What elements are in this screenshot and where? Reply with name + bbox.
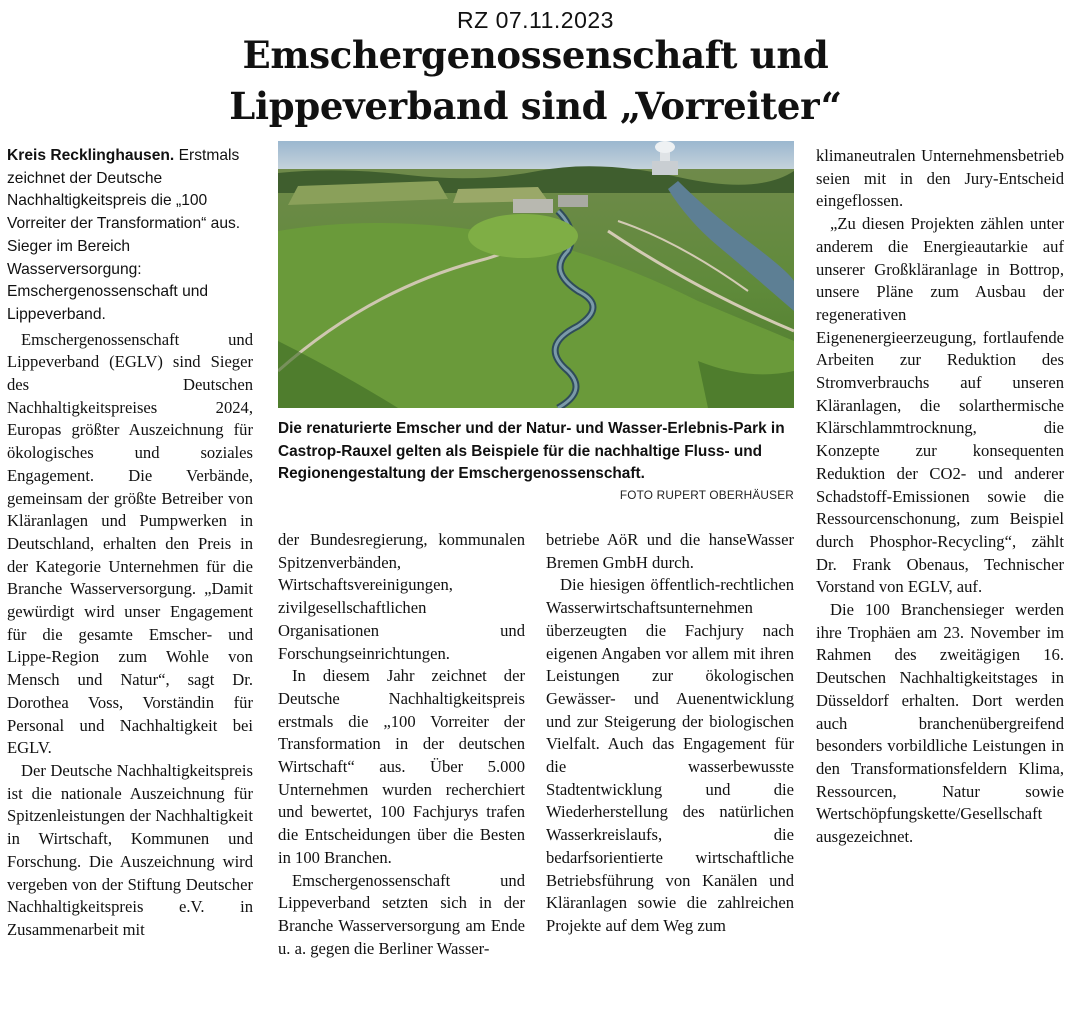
body-paragraph: klimaneutralen Unternehmensbetrieb seien mit in den Jury-Entscheid eingeflossen. xyxy=(816,146,1064,211)
photo-credit: FOTO RUPERT OBERHÄUSER xyxy=(619,488,794,502)
headline xyxy=(0,30,1071,132)
column-2 xyxy=(278,529,525,960)
aerial-landscape-image xyxy=(278,141,794,408)
lead-text: Erstmals zeichnet der Deutsche Nachhaltigkeitspreis die „100 Vorreiter der Transformation“ aus. Sieger im Bereich Wasserversorgung: Emschergenossenschaft und Lippeverband. xyxy=(7,147,241,323)
column-4 xyxy=(816,145,1064,849)
body-paragraph: betriebe AöR und die hanseWasser Bremen GmbH durch. xyxy=(546,530,794,572)
column-3 xyxy=(546,529,794,938)
photo-caption: Die renaturierte Emscher und der Natur- und Wasser-Erlebnis-Park in Castrop-Rauxel gelten als Beispiele für die nachhaltige Fluss- und Regionengestaltung der Emschergenossenschaft. xyxy=(278,420,785,482)
body-paragraph: Der Deutsche Nachhaltigkeitspreis ist die nationale Auszeichnung für Spitzenleistungen der Nachhaltigkeit in Wirtschaft, Kommunen und Forschung. Die Auszeichnung wird vergeben von der Stiftung Deutscher Nachhaltigkeitspreis e.V. in Zusammenarbeit mit xyxy=(7,760,253,939)
body-paragraph: der Bundesregierung, kommunalen Spitzenverbänden, Wirtschaftsvereinigungen, zivilgesellschaftlichen Organisationen und Forschungseinrichtungen. xyxy=(278,530,525,663)
article-photo xyxy=(278,141,794,408)
body-paragraph: Emschergenossenschaft und Lippeverband setzten sich in der Branche Wasserversorgung am Ende u. a. gegen die Berliner Wasser- xyxy=(278,870,525,958)
headline-line-2: Lippeverband sind „Vorreiter“ xyxy=(229,84,842,128)
body-paragraph: Die 100 Branchensieger werden ihre Trophäen am 23. November im Rahmen des zweitägigen 16. Deutschen Nachhaltigkeitstages in Düsseldorf erhalten. Dort werden auch branchenübergreifend besonders vorbildliche Leistungen in den Transformationsfeldern Klima, Ressourcen, Natur sowie Wertschöpfungskette/Gesellschaft ausgezeichnet. xyxy=(816,600,1064,847)
lead-place: Kreis Recklinghausen. xyxy=(7,147,175,164)
lead-paragraph xyxy=(7,145,253,327)
body-paragraph: In diesem Jahr zeichnet der Deutsche Nachhaltigkeitspreis erstmals die „100 Vorreiter der Transformation in der deutschen Wirtschaft“ aus. Über 5.000 Unternehmen wurden recherchiert und bewertet, 100 Fachjurys trafen die Entscheidungen über die Besten in 100 Branchen. xyxy=(278,666,525,867)
body-paragraph: „Zu diesen Projekten zählen unter anderem die Energieautarkie auf unserer Großkläranlage in Bottrop, unsere Pläne zum Ausbau der regenerativen Eigenenergieerzeugung, fortlaufende Arbeiten zur Reduktion des Stromverbrauchs auf unseren Kläranlagen, die solarthermische Klärschlammtrocknung, die Konzepte zur konsequenten Reduktion der CO2- und anderer Schadstoff-Emissionen sowie die Ressourcenschonung, zum Beispiel durch Phosphor-Recycling“, zählt Dr. Frank Obenaus, Technischer Vorstand von EGLV, auf. xyxy=(816,214,1064,597)
body-paragraph: Emschergenossenschaft und Lippeverband (EGLV) sind Sieger des Deutschen Nachhaltigkeitspreises 2024, Europas größter Auszeichnung für ökologisches und soziales Engagement. Die Verbände, gemeinsam der größte Betreiber von Kläranlagen und Pumpwerken in Deutschland, erhalten den Preis in der Kategorie Unternehmen für die Branche Wasserversorgung. „Damit gewürdigt wird unser Engagement für die gesamte Emscher- und Lippe-Region zum Wohle von Mensch und Natur“, sagt Dr. Dorothea Voss, Vorständin für Personal und Nachhaltigkeit bei EGLV. xyxy=(7,329,253,758)
column-1 xyxy=(7,145,253,942)
dateline: RZ 07.11.2023 xyxy=(457,7,614,33)
headline-line-1: Emschergenossenschaft und xyxy=(242,33,829,77)
body-paragraph: Die hiesigen öffentlich-rechtlichen Wasserwirtschaftsunternehmen überzeugten die Fachjury nach eigenen Angaben vor allem mit ihren Leistungen zur ökologischen Gewässer- und Auenentwicklung und zur Steigerung der biologischen Vielfalt. Auch das Engagement für die wasserbewusste Stadtentwicklung und die Wiederherstellung des natürlichen Wasserkreislaufs, die bedarfsorientierte wirtschaftliche Betriebsführung von Kanälen und Kläranlagen sowie die zahlreichen Projekte auf dem Weg zum xyxy=(546,575,794,935)
